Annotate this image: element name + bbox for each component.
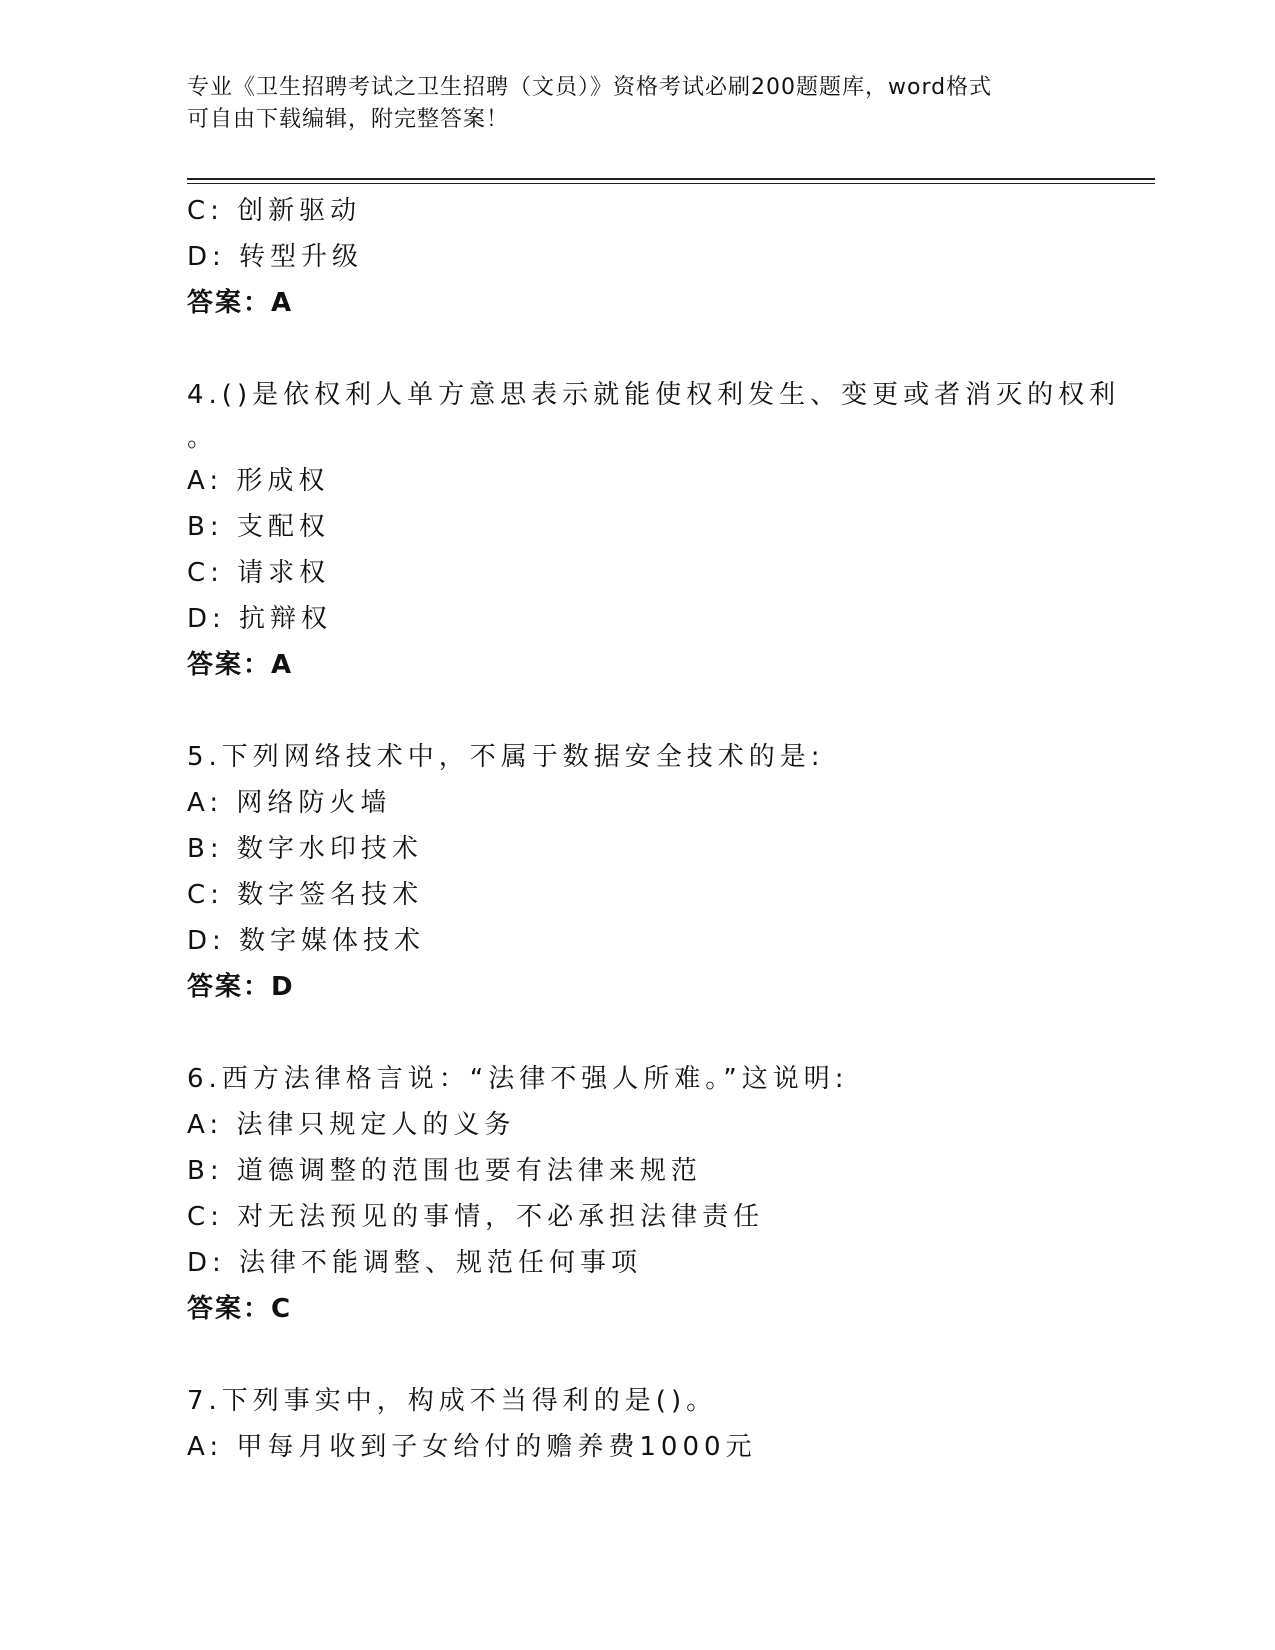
question-list bbox=[187, 188, 1121, 1470]
q5-stem: 5.下列网络技术中，不属于数据安全技术的是: bbox=[187, 742, 825, 772]
q3-option-c: C: 创新驱动 bbox=[187, 196, 362, 226]
question-6 bbox=[187, 1056, 1087, 1332]
q6-option-b: B: 道德调整的范围也要有法律来规范 bbox=[187, 1156, 702, 1186]
q4-option-c: C: 请求权 bbox=[187, 558, 331, 588]
q4-option-b: B: 支配权 bbox=[187, 512, 330, 542]
q6-option-a: A: 法律只规定人的义务 bbox=[187, 1110, 516, 1140]
q5-answer: 答案：D bbox=[187, 972, 295, 1002]
q4-answer: 答案：A bbox=[187, 650, 294, 680]
question-4 bbox=[187, 372, 1121, 688]
header-title-line-2: 可自由下载编辑，附完整答案！ bbox=[187, 107, 510, 132]
q4-option-d: D: 抗辩权 bbox=[187, 604, 333, 634]
q6-answer: 答案：C bbox=[187, 1294, 293, 1324]
header-divider-thick bbox=[187, 178, 1155, 180]
q3-answer: 答案：A bbox=[187, 288, 294, 318]
question-3 bbox=[187, 188, 1087, 326]
question-5 bbox=[187, 734, 1087, 1010]
header-divider-thin bbox=[187, 183, 1155, 184]
q4-stem: 4.()是依权利人单方意思表示就能使权利发生、变更或者消灭的权利 bbox=[187, 380, 1121, 410]
q7-option-a: A: 甲每月收到子女给付的赡养费1000元 bbox=[187, 1432, 757, 1462]
q6-stem: 6.西方法律格言说：“法律不强人所难。”这说明: bbox=[187, 1064, 849, 1094]
question-7 bbox=[187, 1378, 1087, 1470]
q5-option-b: B: 数字水印技术 bbox=[187, 834, 423, 864]
q5-option-c: C: 数字签名技术 bbox=[187, 880, 424, 910]
q6-option-c: C: 对无法预见的事情，不必承担法律责任 bbox=[187, 1202, 765, 1232]
q6-option-d: D: 法律不能调整、规范任何事项 bbox=[187, 1248, 643, 1278]
q4-stem-continuation: 。 bbox=[187, 423, 219, 453]
q4-option-a: A: 形成权 bbox=[187, 466, 330, 496]
q5-option-d: D: 数字媒体技术 bbox=[187, 926, 426, 956]
q5-option-a: A: 网络防火墙 bbox=[187, 788, 392, 818]
q7-stem: 7.下列事实中，构成不当得利的是()。 bbox=[187, 1386, 718, 1416]
q3-option-d: D: 转型升级 bbox=[187, 242, 364, 272]
document-header bbox=[187, 72, 1067, 136]
header-title-line-1: 专业《卫生招聘考试之卫生招聘（文员）》资格考试必刷200题题库，word格式 bbox=[187, 75, 993, 100]
